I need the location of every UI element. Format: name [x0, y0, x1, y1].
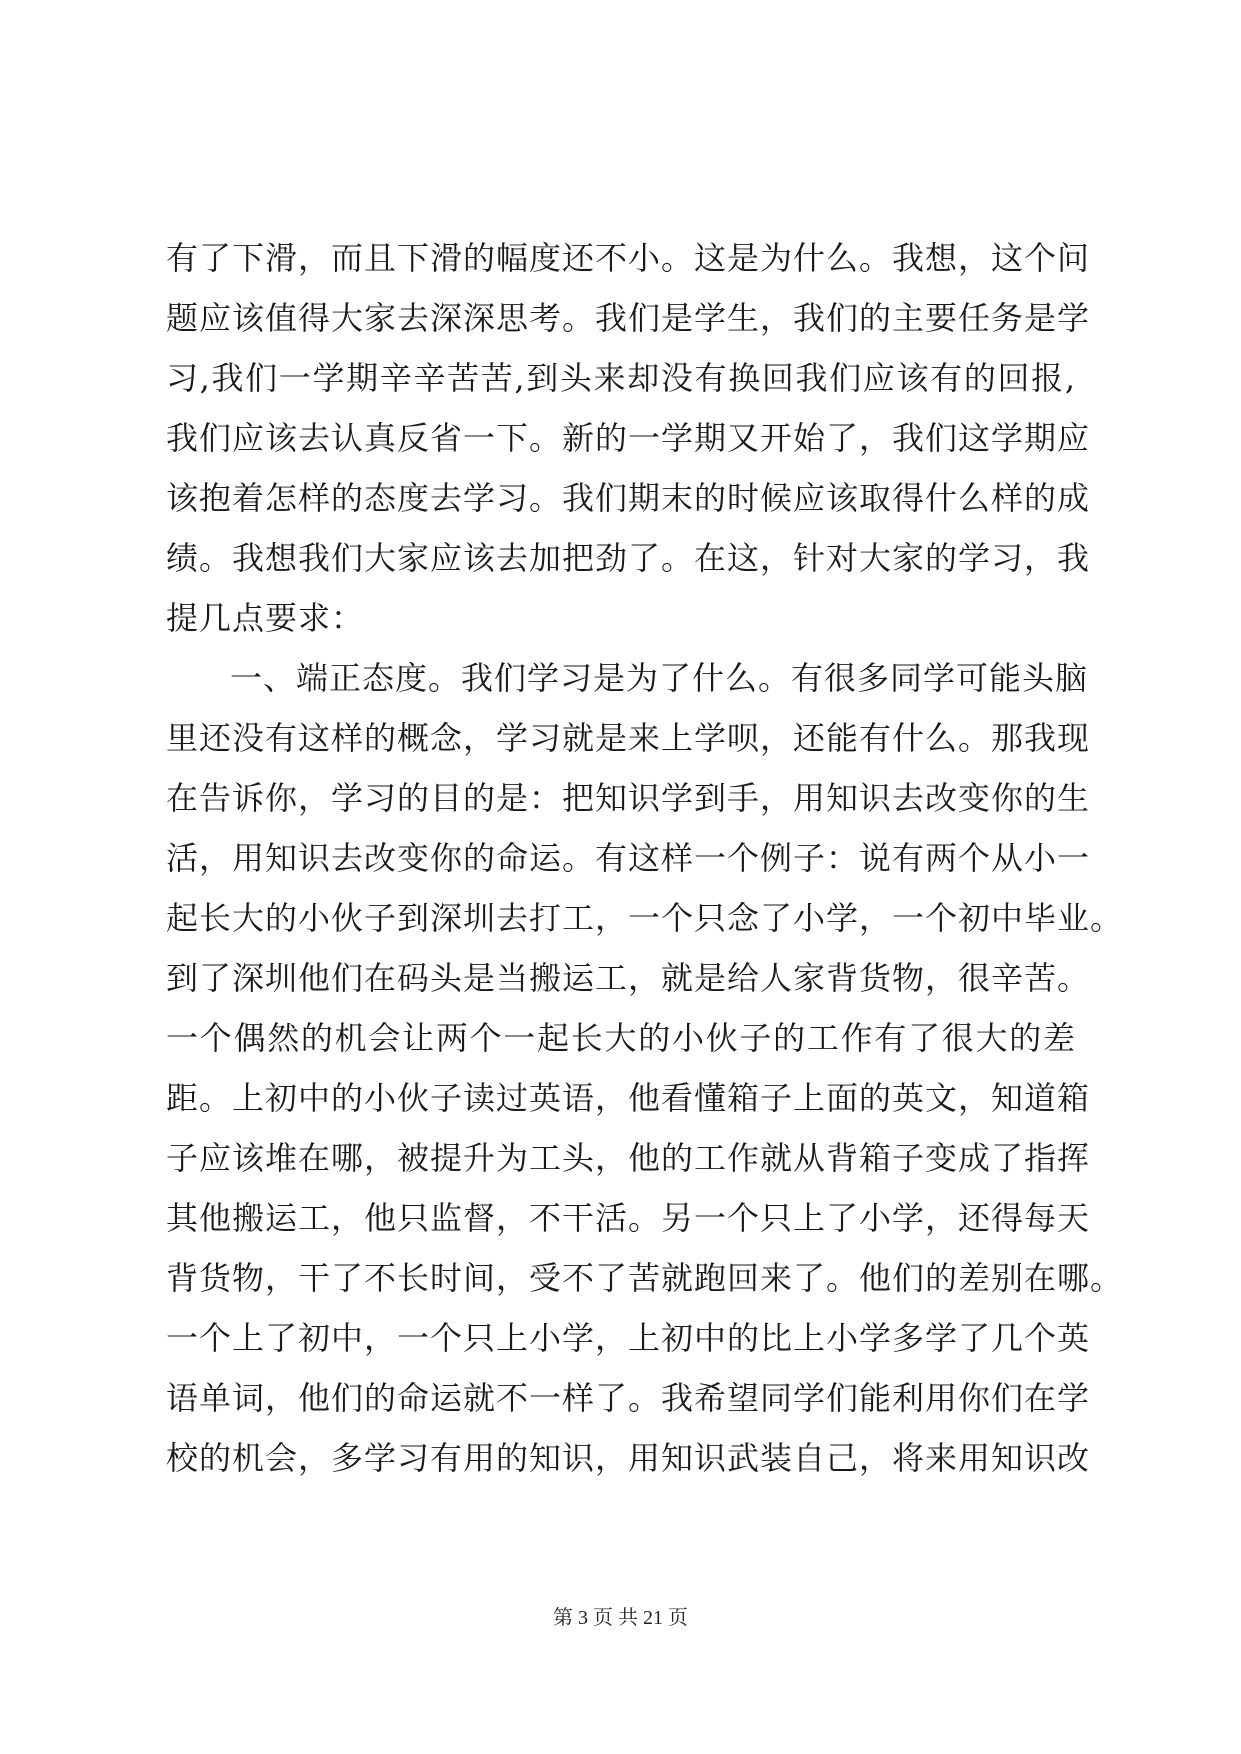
text-line: 一、端正态度。我们学习是为了什么。有很多同学可能头脑 — [230, 659, 1089, 697]
text-line: 一个上了初中，一个只上小学，上初中的比上小学多学了几个英 — [166, 1319, 1091, 1357]
text-line: 该抱着怎样的态度去学习。我们期末的时候应该取得什么样的成 — [166, 479, 1091, 517]
text-line: 活，用知识去改变你的命运。有这样一个例子：说有两个从小一 — [166, 839, 1091, 877]
text-line: 提几点要求： — [166, 599, 365, 637]
text-line: 绩。我想我们大家应该去加把劲了。在这，针对大家的学习，我 — [166, 539, 1091, 577]
text-line: 一个偶然的机会让两个一起长大的小伙子的工作有了很大的差 — [166, 1019, 1076, 1057]
text-line: 语单词，他们的命运就不一样了。我希望同学们能利用你们在学 — [166, 1379, 1091, 1417]
text-line: 里还没有这样的概念，学习就是来上学呗，还能有什么。那我现 — [166, 719, 1091, 757]
text-line: 背货物，干了不长时间，受不了苦就跑回来了。他们的差别在哪。 — [166, 1259, 1124, 1297]
text-line: 我们应该去认真反省一下。新的一学期又开始了，我们这学期应 — [166, 419, 1091, 457]
text-line: 起长大的小伙子到深圳去打工，一个只念了小学，一个初中毕业。 — [166, 899, 1124, 937]
body-text — [166, 228, 1124, 1488]
text-line: 有了下滑，而且下滑的幅度还不小。这是为什么。我想，这个问 — [166, 239, 1091, 277]
text-line: 距。上初中的小伙子读过英语，他看懂箱子上面的英文，知道箱 — [166, 1079, 1091, 1117]
text-line: 题应该值得大家去深深思考。我们是学生，我们的主要任务是学 — [166, 299, 1091, 337]
text-line: 在告诉你，学习的目的是：把知识学到手，用知识去改变你的生 — [166, 779, 1091, 817]
text-line: 其他搬运工，他只监督，不干活。另一个只上了小学，还得每天 — [166, 1199, 1091, 1237]
text-line: 校的机会，多学习有用的知识，用知识武装自己，将来用知识改 — [166, 1439, 1091, 1477]
text-line: 子应该堆在哪，被提升为工头，他的工作就从背箱子变成了指挥 — [166, 1139, 1091, 1177]
text-line: 习,我们一学期辛辛苦苦,到头来却没有换回我们应该有的回报, — [166, 359, 1076, 397]
text-line: 到了深圳他们在码头是当搬运工，就是给人家背货物，很辛苦。 — [166, 959, 1091, 997]
page-number: 第 3 页 共 21 页 — [553, 1607, 688, 1629]
page-footer — [0, 1606, 1241, 1630]
